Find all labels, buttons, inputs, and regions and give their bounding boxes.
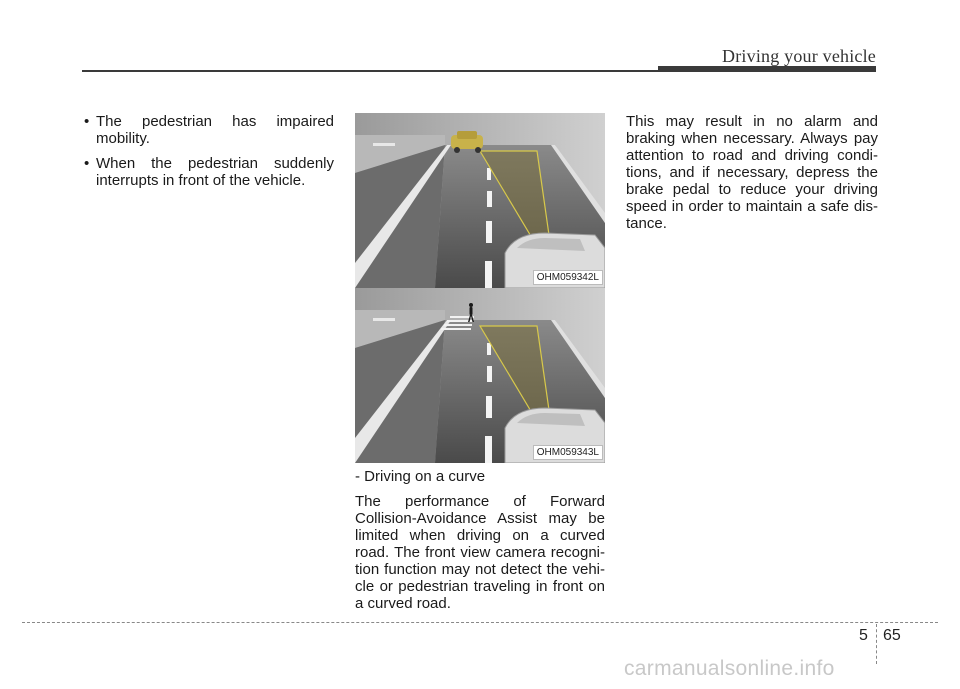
header-rule-thin: [82, 70, 660, 72]
bullet-item: [84, 113, 334, 147]
bullet-icon: •: [84, 155, 90, 172]
illustration-road-car: [355, 113, 605, 288]
page-number: 65: [883, 627, 901, 644]
figure-pedestrian-on-curve: [355, 288, 605, 463]
figure-car-on-curve: [355, 113, 605, 288]
section-number: 5: [859, 627, 868, 644]
page-header-title: Driving your vehicle: [722, 46, 876, 66]
bullet-icon: •: [84, 113, 90, 130]
bullet-text: When the pedestrian suddenly interrupts in front of the vehicle.: [96, 155, 334, 189]
illustration-road-pedestrian: [355, 288, 605, 463]
bullet-item: [84, 155, 334, 189]
left-column: [84, 113, 334, 197]
header-rule-thick: [658, 66, 876, 72]
page-divider: [876, 624, 877, 664]
figure-code: OHM059343L: [533, 445, 603, 460]
curve-paragraph: The performance of Forward Collision-Avoidance Assist may be limited when driving on a curved road. The front view camera recogni-tion function may not detect the vehi-cle or pedestrian traveling in front on a curved road.: [355, 493, 605, 612]
figure-code: OHM059342L: [533, 270, 603, 285]
subheading-driving-on-curve: - Driving on a curve: [355, 468, 486, 485]
middle-column: [355, 468, 605, 620]
watermark-text: carmanualsonline.info: [624, 657, 835, 680]
footer-rule: [22, 622, 938, 623]
bullet-text: The pedestrian has impaired mobility.: [96, 113, 334, 147]
right-column: [626, 113, 878, 240]
warning-paragraph: This may result in no alarm and braking when necessary. Always pay attention to road and driving condi-tions, and if necessary, depress the brake pedal to reduce your driving speed in order to maintain a safe dis-tance.: [626, 113, 878, 232]
